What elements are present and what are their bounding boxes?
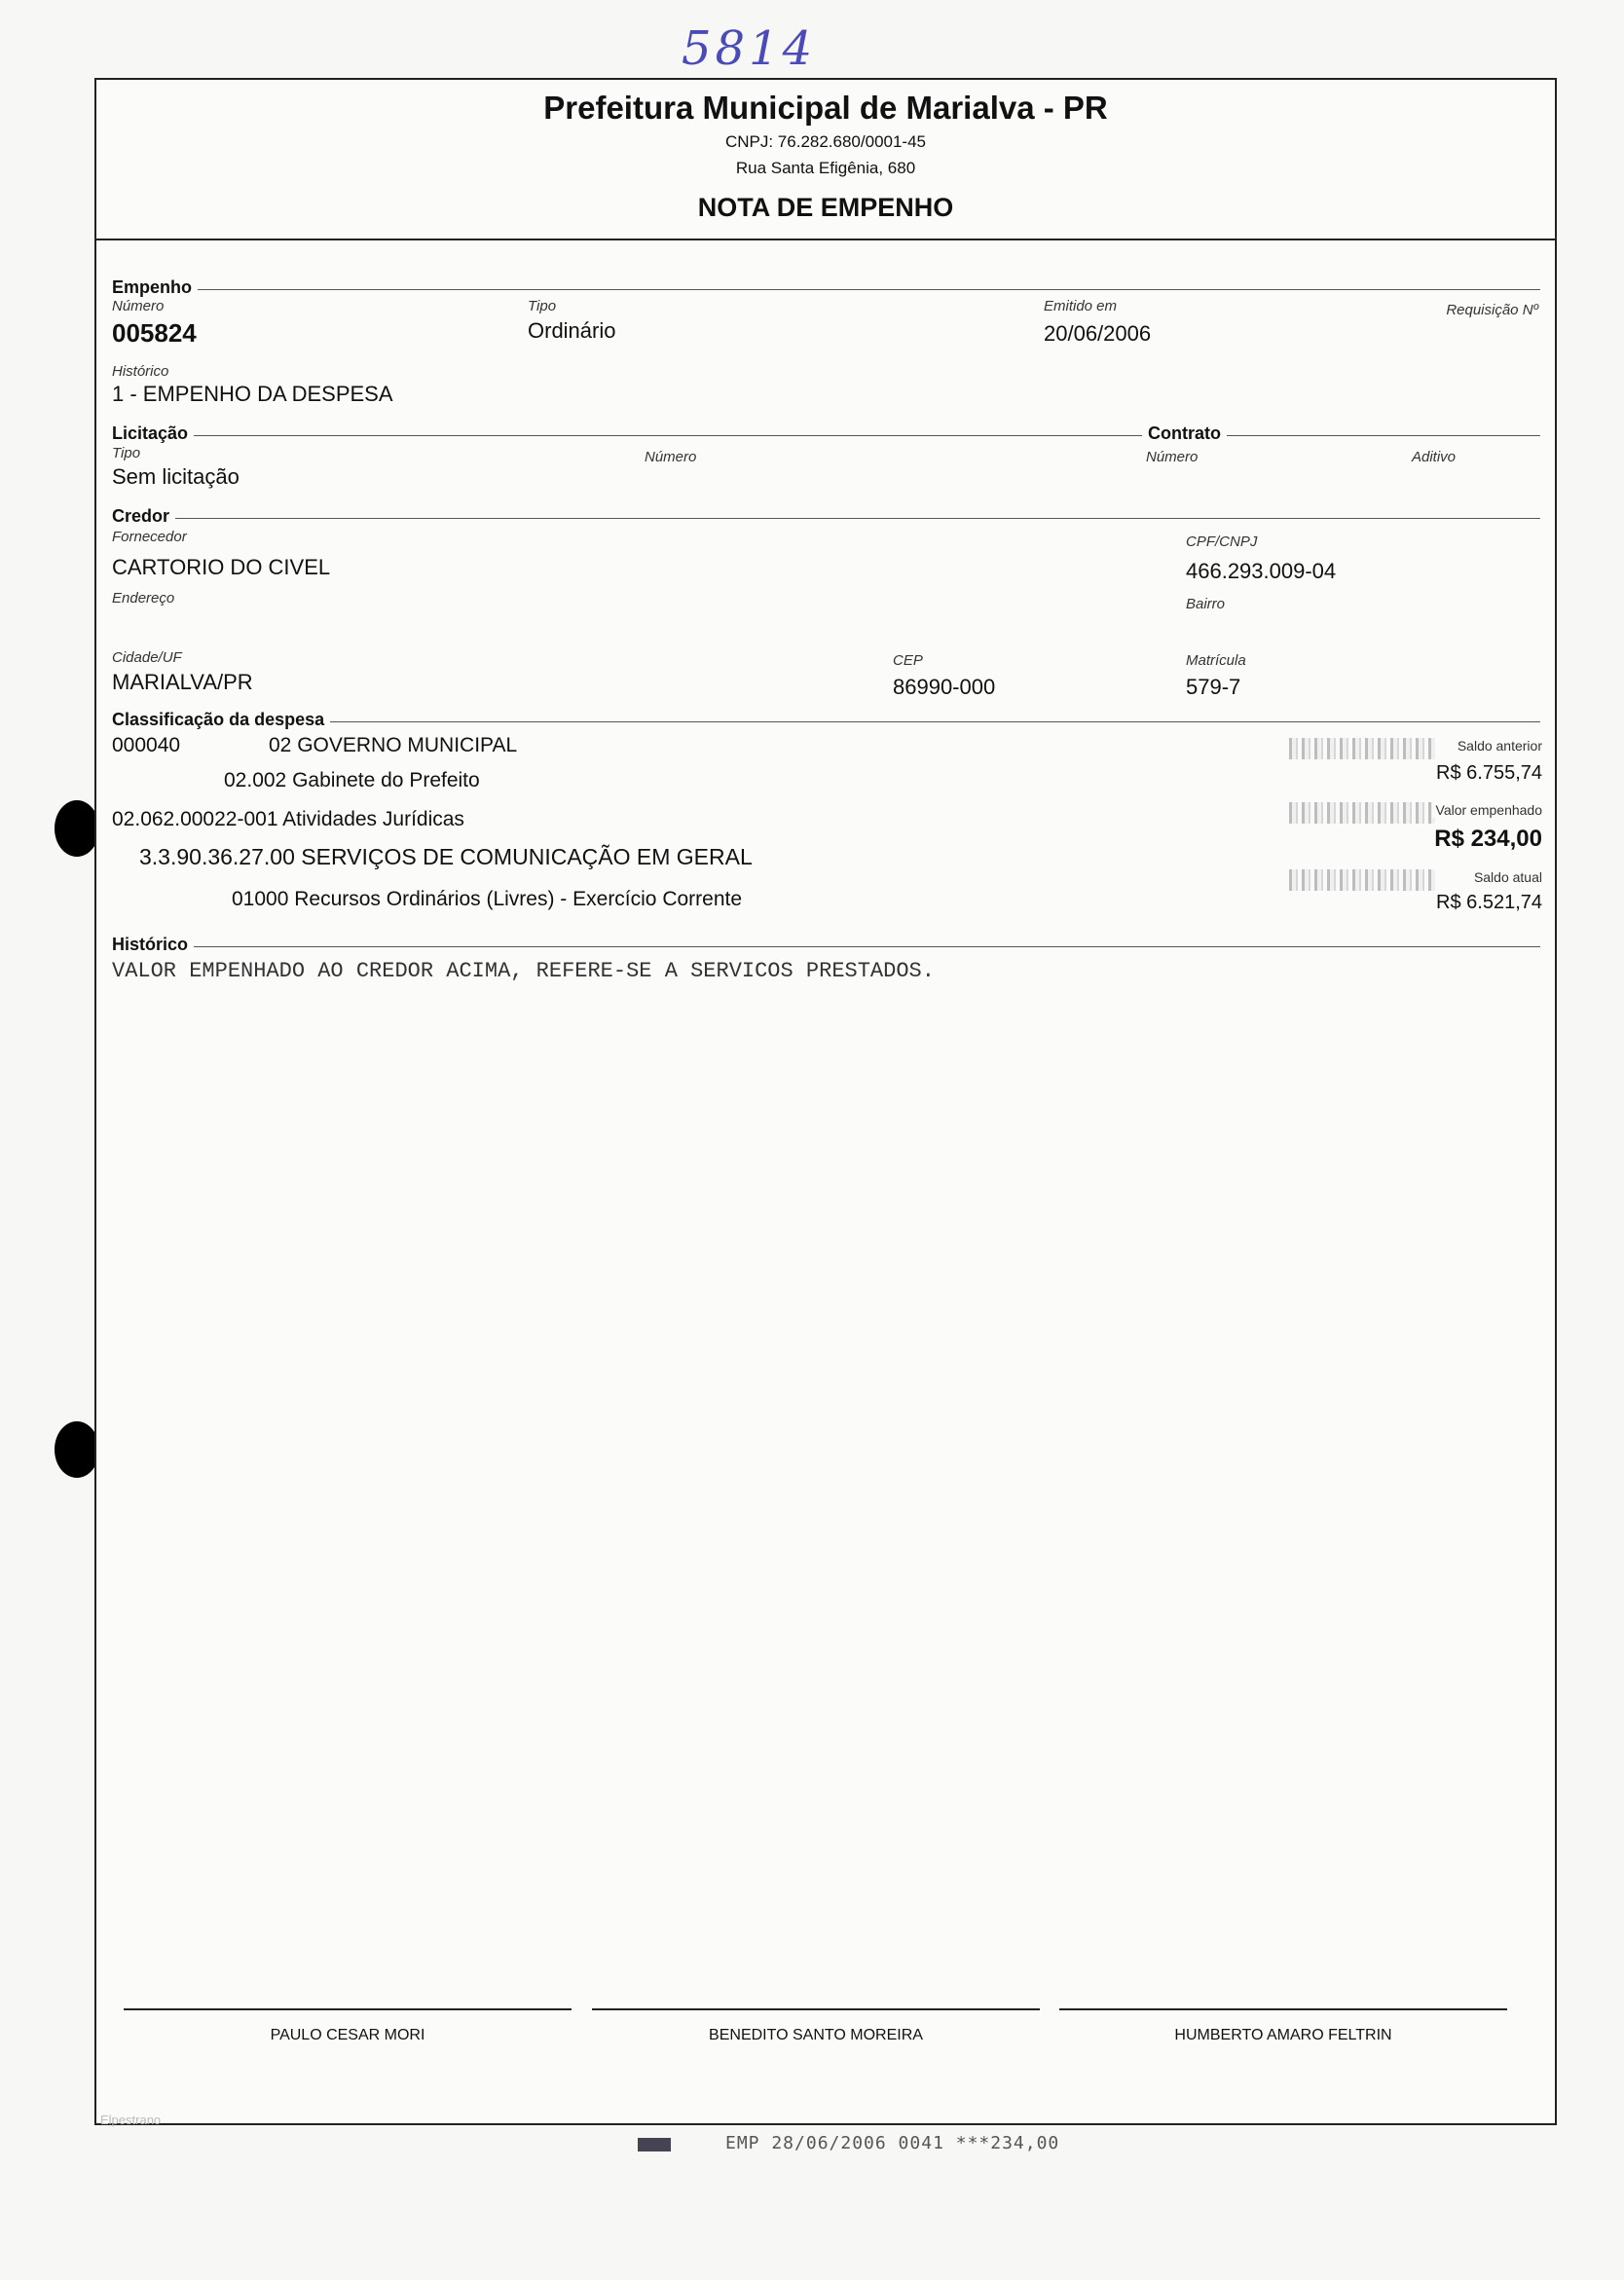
historico-text: VALOR EMPENHADO AO CREDOR ACIMA, REFERE-SE A SERVICOS PRESTADOS.: [112, 959, 935, 983]
credor-cidade: MARIALVA/PR: [112, 670, 253, 694]
licitacao-numero-label: Número: [645, 449, 697, 465]
punch-hole-top: [55, 800, 99, 857]
punch-hole-bottom: [55, 1421, 99, 1478]
document-title: NOTA DE EMPENHO: [697, 193, 954, 222]
saldo-anterior-label-box: [1289, 738, 1542, 759]
institution-cnpj: CNPJ: 76.282.680/0001-45: [724, 132, 927, 151]
licitacao-rule: [112, 435, 1540, 436]
header-divider: [94, 239, 1557, 240]
credor-cep: 86990-000: [893, 675, 996, 699]
contrato-aditivo-label: Aditivo: [1412, 449, 1457, 465]
credor-cidade-label: Cidade/UF: [112, 649, 182, 666]
classificacao-line-3: 02.062.00022-001 Atividades Jurídicas: [112, 808, 464, 830]
footer-watermark: Elpestrano: [100, 2113, 162, 2127]
contrato-numero-label: Número: [1146, 449, 1199, 465]
valor-empenhado-label: Valor empenhado: [1432, 802, 1542, 818]
signature-line-2: [592, 2008, 1040, 2010]
classificacao-code: 000040: [112, 734, 181, 756]
credor-rule: [112, 518, 1540, 519]
credor-fornecedor-label: Fornecedor: [112, 529, 187, 545]
historico-section-title: Histórico: [112, 935, 194, 955]
institution-address: Rua Santa Efigênia, 680: [735, 159, 916, 177]
licitacao-tipo: Sem licitação: [112, 464, 240, 489]
credor-bairro-label: Bairro: [1186, 596, 1226, 612]
credor-fornecedor: CARTORIO DO CIVEL: [112, 555, 331, 579]
handwritten-number: 5814: [682, 21, 817, 76]
saldo-atual-label: Saldo atual: [1470, 869, 1542, 885]
valor-empenhado-value: R$ 234,00: [1434, 826, 1542, 852]
historico-rule: [112, 946, 1540, 947]
classificacao-line-1: 02 GOVERNO MUNICIPAL: [269, 734, 518, 756]
signature-line-3: [1059, 2008, 1507, 2010]
credor-cpf-label: CPF/CNPJ: [1186, 533, 1258, 550]
licitacao-section-title: Licitação: [112, 423, 194, 444]
empenho-emitido-label: Emitido em: [1044, 298, 1118, 314]
empenho-emitido: 20/06/2006: [1044, 321, 1152, 346]
footer-stamp: EMP 28/06/2006 0041 ***234,00: [725, 2133, 1060, 2153]
signature-name-1: PAULO CESAR MORI: [270, 2027, 425, 2043]
valor-empenhado-label-box: [1289, 802, 1542, 824]
credor-matricula-label: Matrícula: [1186, 652, 1246, 669]
empenho-numero-label: Número: [112, 298, 165, 314]
saldo-anterior-label: Saldo anterior: [1454, 738, 1542, 754]
empenho-historico: 1 - EMPENHO DA DESPESA: [112, 382, 393, 406]
classificacao-line-4: 3.3.90.36.27.00 SERVIÇOS DE COMUNICAÇÃO EM GERAL: [139, 844, 753, 869]
signature-name-2: BENEDITO SANTO MOREIRA: [709, 2027, 923, 2043]
stamp-logo: [638, 2138, 671, 2151]
empenho-tipo: Ordinário: [528, 318, 616, 343]
credor-endereco-label: Endereço: [112, 590, 175, 607]
institution-name: Prefeitura Municipal de Marialva - PR: [543, 90, 1108, 126]
saldo-atual-label-box: [1289, 869, 1542, 891]
saldo-atual-value: R$ 6.521,74: [1436, 892, 1542, 913]
empenho-tipo-label: Tipo: [528, 298, 557, 314]
credor-matricula: 579-7: [1186, 675, 1241, 699]
classificacao-line-2: 02.002 Gabinete do Prefeito: [224, 769, 480, 791]
credor-section-title: Credor: [112, 506, 175, 527]
classificacao-line-5: 01000 Recursos Ordinários (Livres) - Exercício Corrente: [232, 888, 743, 910]
requisicao-label: Requisição Nº: [1446, 302, 1538, 318]
classificacao-section-title: Classificação da despesa: [112, 710, 330, 730]
licitacao-tipo-label: Tipo: [112, 445, 141, 461]
empenho-rule: [112, 289, 1540, 290]
credor-cep-label: CEP: [893, 652, 923, 669]
empenho-historico-label: Histórico: [112, 363, 169, 380]
contrato-section-title: Contrato: [1142, 423, 1227, 444]
saldo-anterior-value: R$ 6.755,74: [1436, 762, 1542, 784]
credor-cpf: 466.293.009-04: [1186, 559, 1337, 583]
signature-line-1: [124, 2008, 572, 2010]
signature-name-3: HUMBERTO AMARO FELTRIN: [1174, 2027, 1392, 2043]
empenho-section-title: Empenho: [112, 277, 198, 298]
empenho-numero: 005824: [112, 318, 197, 348]
